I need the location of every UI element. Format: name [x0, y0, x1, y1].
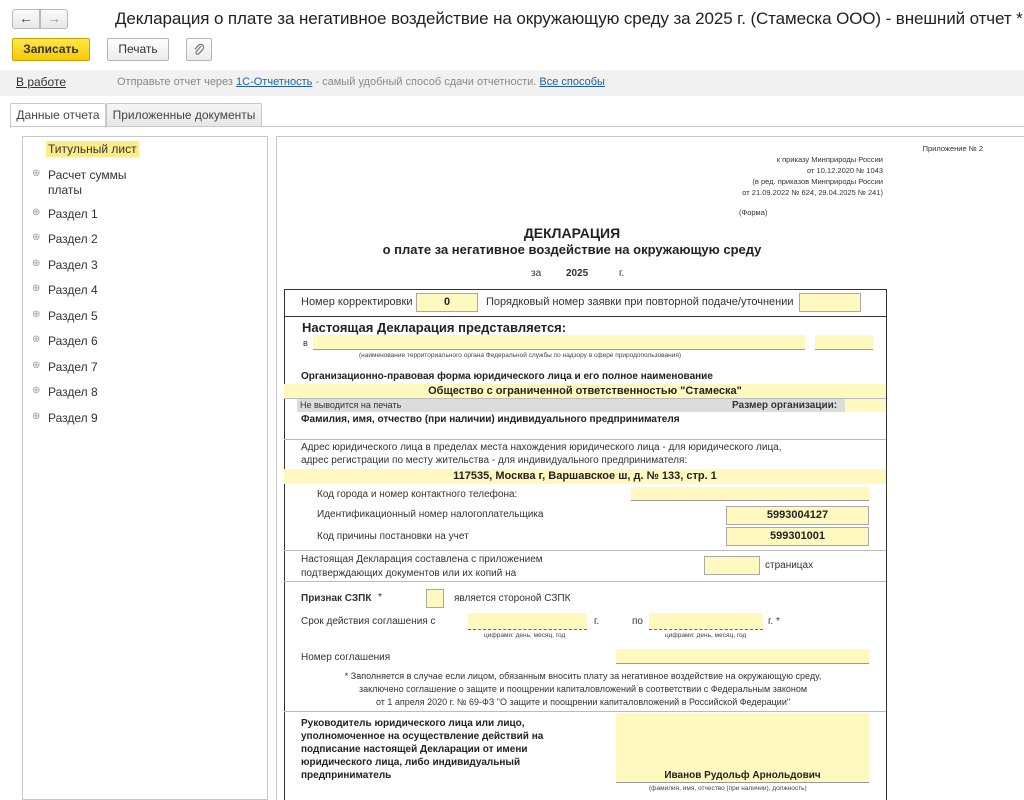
term-g-label: г.	[594, 616, 600, 627]
org-form-label: Организационно-правовая форма юридического лица и его полное наименование	[301, 371, 713, 382]
tree-item-label: Раздел 6	[48, 334, 98, 348]
head-name-field[interactable]	[616, 713, 869, 783]
status-message	[117, 76, 605, 88]
form-label: (Форма)	[739, 208, 768, 217]
head-label-line3: подписание настоящей Декларации от имени	[301, 744, 528, 755]
row-divider	[284, 316, 886, 317]
declaration-form	[276, 136, 1024, 800]
tree-item-section-7[interactable]	[23, 359, 263, 377]
expand-icon[interactable]: ⊕	[32, 385, 41, 396]
declaration-subtitle: о плате за негативное воздействие на окружающую среду	[382, 242, 762, 257]
agreement-end-date-field[interactable]	[649, 613, 763, 630]
1c-reporting-link[interactable]: 1С-Отчетность	[236, 76, 313, 88]
org-size-label: Размер организации:	[732, 400, 838, 411]
correction-label: Номер корректировки	[301, 296, 413, 308]
appendix-line-2: к приказу Минприроды России	[776, 155, 883, 164]
row-divider	[284, 550, 886, 551]
szpk-label: Признак СЗПК	[301, 593, 372, 604]
tree-item-label: Раздел 4	[48, 283, 98, 297]
window-title: Декларация о плате за негативное воздействие на окружающую среду за 2025 г. (Стамеска ООО) - внешний отчет *	[115, 9, 1023, 28]
term-to-label: по	[632, 616, 643, 627]
tree-item-label: Раздел 5	[48, 309, 98, 323]
forward-button[interactable]	[40, 9, 68, 29]
tree-item-section-9[interactable]	[23, 410, 263, 428]
tree-item-section-2[interactable]	[23, 231, 263, 249]
tree-item-label: Раздел 1	[48, 207, 98, 221]
report-year: 2025	[566, 268, 589, 279]
expand-icon[interactable]: ⊕	[32, 207, 41, 218]
tree-item-section-6[interactable]	[23, 333, 263, 351]
end-date-hint: цифрами: день, месяц, год	[665, 632, 747, 639]
attachment-pages-field[interactable]	[704, 556, 760, 575]
frame-top-border	[284, 289, 886, 290]
tree-item-payment-calc[interactable]	[23, 167, 263, 197]
row-divider	[284, 439, 886, 440]
szpk-note-line3: от 1 апреля 2020 г. № 69-ФЗ "О защите и поощрении капиталовложений в Российской Федерации"	[375, 697, 791, 707]
inn-field[interactable]: 5993004127	[726, 506, 869, 525]
back-button[interactable]	[12, 9, 40, 29]
arrow-left-icon: ←	[19, 10, 33, 26]
szpk-note-line1: * Заполняется в случае если лицом, обязанным вносить плату за негативное воздействие на окружающую среду,	[344, 671, 822, 681]
title-bar	[0, 0, 1024, 36]
row-divider	[284, 581, 886, 582]
szpk-checkbox[interactable]	[426, 589, 444, 608]
frame-left-border	[284, 289, 285, 800]
tree-item-label: Раздел 9	[48, 411, 98, 425]
entrepreneur-fio-label: Фамилия, имя, отчество (при наличии) индивидуального предпринимателя	[301, 414, 680, 425]
paperclip-icon	[193, 43, 205, 57]
tree-item-label-line2: платы	[48, 183, 83, 197]
agreement-number-field[interactable]	[616, 649, 869, 664]
appendix-line-4: (в ред. приказов Минприроды России	[752, 177, 883, 186]
agreement-term-label: Срок действия соглашения с	[301, 616, 436, 627]
head-label-line4: юридического лица, либо индивидуальный	[301, 757, 521, 768]
phone-label: Код города и номер контактного телефона:	[317, 489, 518, 500]
correction-number-field[interactable]: 0	[416, 293, 478, 312]
tree-item-label: Раздел 2	[48, 232, 98, 246]
szpk-required-mark: *	[378, 592, 382, 603]
org-name-field[interactable]: Общество с ограниченной ответственностью "Стамеска"	[284, 384, 886, 398]
in-prefix: в	[303, 338, 308, 348]
print-button[interactable]: Печать	[107, 38, 169, 61]
start-date-hint: цифрами: день, месяц, год	[484, 632, 566, 639]
org-size-field[interactable]	[845, 399, 886, 412]
tree-item-label: Раздел 3	[48, 258, 98, 272]
term-g2-label: г. *	[768, 616, 780, 627]
tab-attached-documents[interactable]: Приложенные документы	[106, 103, 262, 127]
agreement-number-label: Номер соглашения	[301, 652, 391, 663]
attach-button[interactable]	[186, 38, 212, 61]
attachments-label-line1: Настоящая Декларация составлена с приложением	[301, 554, 543, 565]
tree-item-section-8[interactable]	[23, 384, 263, 402]
agreement-start-date-field[interactable]	[468, 613, 587, 630]
year-suffix: г.	[619, 268, 625, 279]
save-button[interactable]: Записать	[12, 38, 90, 61]
phone-field[interactable]	[631, 487, 869, 501]
status-state-link[interactable]: В работе	[16, 75, 67, 89]
expand-icon[interactable]: ⊕	[32, 309, 41, 320]
sections-tree	[22, 136, 268, 800]
declaration-title: ДЕКЛАРАЦИЯ	[523, 225, 621, 241]
appendix-line-5: от 21.09.2022 № 624, 29.04.2025 № 241)	[742, 188, 883, 197]
head-name-value: Иванов Рудольф Арнольдович	[664, 770, 821, 781]
tree-item-label: Раздел 7	[48, 360, 98, 374]
expand-icon[interactable]: ⊕	[32, 168, 41, 179]
expand-icon[interactable]: ⊕	[32, 360, 41, 371]
head-label-line1: Руководитель юридического лица или лицо,	[301, 718, 525, 729]
head-name-hint: (фамилия, имя, отчество (при наличии), должность)	[649, 785, 807, 792]
expand-icon[interactable]: ⊕	[32, 232, 41, 243]
serial-number-field[interactable]	[799, 293, 861, 312]
arrow-right-icon: →	[47, 10, 61, 26]
tree-item-section-5[interactable]	[23, 308, 263, 326]
authority-hint: (наименование территориального органа Федеральной службы по надзору в сфере природопользования)	[359, 352, 682, 359]
appendix-line-1: Приложение № 2	[922, 144, 983, 153]
kpp-label: Код причины постановки на учет	[317, 531, 469, 542]
tab-report-data[interactable]: Данные отчета	[10, 103, 106, 128]
tree-item-label: Раздел 8	[48, 385, 98, 399]
command-bar	[0, 36, 1024, 66]
head-label-line5: предприниматель	[301, 770, 392, 781]
attachments-label-line2: подтверждающих документов или их копий на	[301, 568, 517, 579]
tree-item-label: Расчет суммы	[48, 168, 127, 182]
pages-label: страницах	[765, 560, 814, 571]
status-msg-prefix: Отправьте отчет через	[117, 76, 237, 88]
expand-icon[interactable]: ⊕	[32, 258, 41, 269]
status-bar	[0, 70, 1024, 96]
szpk-note-line2: заключено соглашение о защите и поощрении капиталовложений в соответствии с Федеральным законом	[358, 684, 808, 694]
expand-icon[interactable]: ⊕	[32, 411, 41, 422]
not-printed-label: Не выводится на печать	[300, 400, 402, 410]
tax-authority-field[interactable]	[313, 335, 805, 350]
inn-label: Идентификационный номер налогоплательщика	[317, 509, 544, 520]
expand-icon[interactable]: ⊕	[32, 334, 41, 345]
tree-item-section-3[interactable]	[23, 257, 263, 275]
presented-heading: Настоящая Декларация представляется:	[302, 320, 567, 335]
year-prefix: за	[531, 268, 542, 279]
status-msg-middle: - самый удобный способ сдачи отчетности.	[312, 76, 540, 88]
row-divider	[284, 711, 886, 712]
appendix-line-3: от 10.12.2020 № 1043	[807, 166, 883, 175]
tax-authority-code-field[interactable]	[815, 335, 873, 350]
tree-item-title-page[interactable]	[23, 141, 263, 159]
tree-item-section-1[interactable]	[23, 206, 263, 224]
expand-icon[interactable]: ⊕	[32, 283, 41, 294]
szpk-text: является стороной СЗПК	[454, 593, 571, 604]
tree-item-section-4[interactable]	[23, 282, 263, 300]
tab-divider	[10, 126, 1024, 127]
head-label-line2: уполномоченное на осуществление действий на	[301, 731, 544, 742]
kpp-field[interactable]: 599301001	[726, 527, 869, 546]
tree-item-label: Титульный лист	[48, 142, 137, 156]
address-label-line2: адрес регистрации по месту жительства - для индивидуального предпринимателя:	[301, 455, 688, 466]
frame-right-border	[886, 289, 887, 800]
all-methods-link[interactable]: Все способы	[539, 76, 605, 88]
serial-label: Порядковый номер заявки при повторной подаче/уточнении	[486, 296, 794, 308]
address-label-line1: Адрес юридического лица в пределах места нахождения юридического лица - для юридического лица,	[301, 442, 782, 453]
address-field[interactable]: 117535, Москва г, Варшавское ш, д. № 133, стр. 1	[284, 469, 886, 484]
